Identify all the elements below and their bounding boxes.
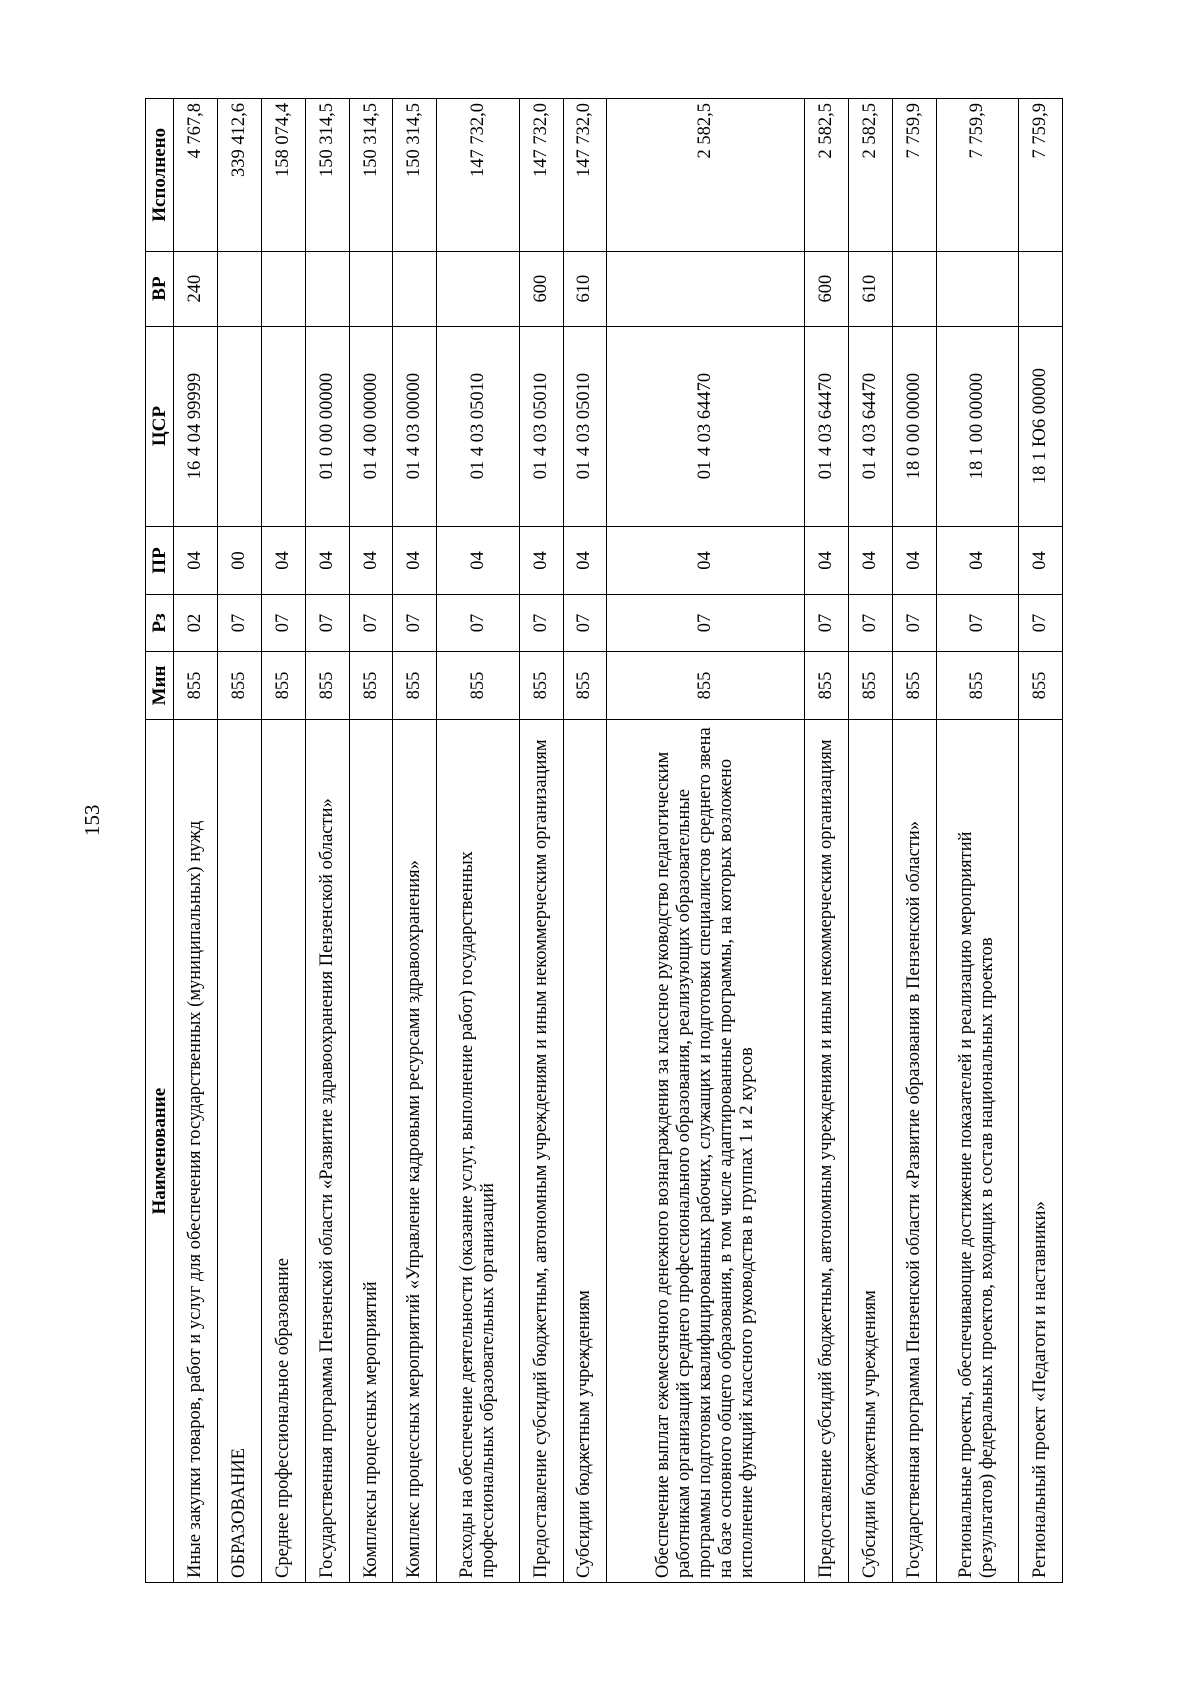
cell-csr: 01 4 03 05010 — [437, 326, 519, 526]
cell-pr: 04 — [437, 526, 519, 595]
cell-pr: 04 — [305, 526, 349, 595]
cell-csr: 01 0 00 00000 — [305, 326, 349, 526]
cell-vr — [936, 251, 1018, 326]
cell-vr — [217, 251, 261, 326]
cell-pr: 04 — [804, 526, 848, 595]
cell-done: 2 582,5 — [848, 99, 892, 252]
cell-name: ОБРАЗОВАНИЕ — [217, 720, 261, 1583]
cell-min: 855 — [936, 651, 1018, 720]
table-row — [393, 99, 437, 1583]
cell-vr — [437, 251, 519, 326]
header-pr: ПР — [146, 526, 174, 595]
cell-vr — [1018, 251, 1062, 326]
cell-rz: 07 — [936, 595, 1018, 651]
header-name: Наименование — [146, 720, 174, 1583]
cell-vr — [349, 251, 393, 326]
cell-rz: 07 — [305, 595, 349, 651]
cell-rz: 07 — [892, 595, 936, 651]
cell-pr: 00 — [217, 526, 261, 595]
cell-vr — [892, 251, 936, 326]
cell-csr — [261, 326, 305, 526]
table-row — [607, 99, 805, 1583]
cell-vr — [607, 251, 805, 326]
header-csr: ЦСР — [146, 326, 174, 526]
cell-rz: 07 — [563, 595, 607, 651]
table-row — [217, 99, 261, 1583]
cell-done: 147 732,0 — [519, 99, 563, 252]
cell-pr: 04 — [563, 526, 607, 595]
header-rz: Рз — [146, 595, 174, 651]
cell-name: Среднее профессиональное образование — [261, 720, 305, 1583]
cell-min: 855 — [261, 651, 305, 720]
cell-csr: 16 4 04 99999 — [174, 326, 218, 526]
budget-table — [145, 98, 1063, 1583]
cell-vr: 610 — [848, 251, 892, 326]
cell-name: Государственная программа Пензенской области «Развитие образования в Пензенской области» — [892, 720, 936, 1583]
cell-min: 855 — [892, 651, 936, 720]
cell-pr: 04 — [174, 526, 218, 595]
table-row — [936, 99, 1018, 1583]
cell-csr: 01 4 03 00000 — [393, 326, 437, 526]
cell-name: Субсидии бюджетным учреждениям — [563, 720, 607, 1583]
table-row — [261, 99, 305, 1583]
cell-rz: 07 — [261, 595, 305, 651]
cell-rz: 07 — [349, 595, 393, 651]
cell-rz: 07 — [848, 595, 892, 651]
cell-min: 855 — [519, 651, 563, 720]
table-row — [519, 99, 563, 1583]
header-done: Исполнено — [146, 99, 174, 252]
cell-csr: 01 4 03 05010 — [519, 326, 563, 526]
cell-min: 855 — [437, 651, 519, 720]
cell-done: 150 314,5 — [305, 99, 349, 252]
cell-name: Комплекс процессных мероприятий «Управление кадровыми ресурсами здравоохранения» — [393, 720, 437, 1583]
cell-done: 147 732,0 — [563, 99, 607, 252]
cell-vr — [393, 251, 437, 326]
cell-csr: 18 1 00 00000 — [936, 326, 1018, 526]
cell-vr — [305, 251, 349, 326]
cell-name: Государственная программа Пензенской области «Развитие здравоохранения Пензенской области» — [305, 720, 349, 1583]
header-min: Мин — [146, 651, 174, 720]
cell-pr: 04 — [393, 526, 437, 595]
table-row — [563, 99, 607, 1583]
cell-rz: 02 — [174, 595, 218, 651]
cell-done: 4 767,8 — [174, 99, 218, 252]
cell-pr: 04 — [892, 526, 936, 595]
page-number: 153 — [80, 804, 104, 836]
cell-vr: 240 — [174, 251, 218, 326]
cell-min: 855 — [563, 651, 607, 720]
cell-rz: 07 — [519, 595, 563, 651]
cell-name: Субсидии бюджетным учреждениям — [848, 720, 892, 1583]
cell-rz: 07 — [804, 595, 848, 651]
cell-done: 158 074,4 — [261, 99, 305, 252]
cell-csr: 18 0 00 00000 — [892, 326, 936, 526]
cell-csr: 01 4 03 64470 — [804, 326, 848, 526]
cell-csr: 01 4 03 64470 — [607, 326, 805, 526]
header-vr: ВР — [146, 251, 174, 326]
cell-pr: 04 — [261, 526, 305, 595]
cell-pr: 04 — [349, 526, 393, 595]
cell-min: 855 — [217, 651, 261, 720]
cell-vr: 600 — [519, 251, 563, 326]
cell-done: 147 732,0 — [437, 99, 519, 252]
cell-name: Предоставление субсидий бюджетным, автономным учреждениям и иным некоммерческим организациям — [804, 720, 848, 1583]
cell-min: 855 — [607, 651, 805, 720]
table-row — [174, 99, 218, 1583]
cell-csr: 01 4 00 00000 — [349, 326, 393, 526]
table-row — [349, 99, 393, 1583]
cell-name: Обеспечение выплат ежемесячного денежного вознаграждения за классное руководство педагогическим работникам организаций среднего профессионального образования, реализующих образовательные программы подготовки квалифицированных рабочих, служащих и подготовки специалистов среднего звена на базе основного общего образования, в том числе адаптированные программы, на которых возложено исполнение функций классного руководства в группах 1 и 2 курсов — [607, 720, 805, 1583]
cell-done: 2 582,5 — [607, 99, 805, 252]
cell-name: Иные закупки товаров, работ и услуг для обеспечения государственных (муниципальных) нужд — [174, 720, 218, 1583]
table-header-row — [146, 99, 174, 1583]
cell-pr: 04 — [607, 526, 805, 595]
cell-csr: 01 4 03 64470 — [848, 326, 892, 526]
cell-pr: 04 — [519, 526, 563, 595]
cell-vr — [261, 251, 305, 326]
cell-done: 2 582,5 — [804, 99, 848, 252]
cell-csr: 18 1 Ю6 00000 — [1018, 326, 1062, 526]
cell-min: 855 — [174, 651, 218, 720]
cell-name: Региональные проекты, обеспечивающие достижение показателей и реализацию мероприятий (результатов) федеральных проектов, входящих в состав национальных проектов — [936, 720, 1018, 1583]
table-row — [305, 99, 349, 1583]
cell-min: 855 — [804, 651, 848, 720]
table-row — [804, 99, 848, 1583]
budget-table-container — [145, 98, 1063, 1583]
cell-done: 150 314,5 — [349, 99, 393, 252]
cell-min: 855 — [305, 651, 349, 720]
table-row — [1018, 99, 1062, 1583]
table-row — [892, 99, 936, 1583]
cell-pr: 04 — [1018, 526, 1062, 595]
cell-vr: 600 — [804, 251, 848, 326]
cell-done: 7 759,9 — [892, 99, 936, 252]
cell-rz: 07 — [607, 595, 805, 651]
cell-min: 855 — [1018, 651, 1062, 720]
cell-rz: 07 — [393, 595, 437, 651]
cell-min: 855 — [393, 651, 437, 720]
table-row — [848, 99, 892, 1583]
cell-csr — [217, 326, 261, 526]
cell-name: Комплексы процессных мероприятий — [349, 720, 393, 1583]
cell-rz: 07 — [217, 595, 261, 651]
cell-pr: 04 — [848, 526, 892, 595]
cell-done: 339 412,6 — [217, 99, 261, 252]
cell-done: 7 759,9 — [936, 99, 1018, 252]
cell-csr: 01 4 03 05010 — [563, 326, 607, 526]
cell-pr: 04 — [936, 526, 1018, 595]
cell-min: 855 — [349, 651, 393, 720]
table-row — [437, 99, 519, 1583]
cell-min: 855 — [848, 651, 892, 720]
cell-done: 7 759,9 — [1018, 99, 1062, 252]
cell-done: 150 314,5 — [393, 99, 437, 252]
cell-name: Предоставление субсидий бюджетным, автономным учреждениям и иным некоммерческим организациям — [519, 720, 563, 1583]
cell-rz: 07 — [1018, 595, 1062, 651]
cell-vr: 610 — [563, 251, 607, 326]
cell-name: Расходы на обеспечение деятельности (оказание услуг, выполнение работ) государственных профессиональных образовательных организаций — [437, 720, 519, 1583]
cell-rz: 07 — [437, 595, 519, 651]
cell-name: Региональный проект «Педагоги и наставники» — [1018, 720, 1062, 1583]
